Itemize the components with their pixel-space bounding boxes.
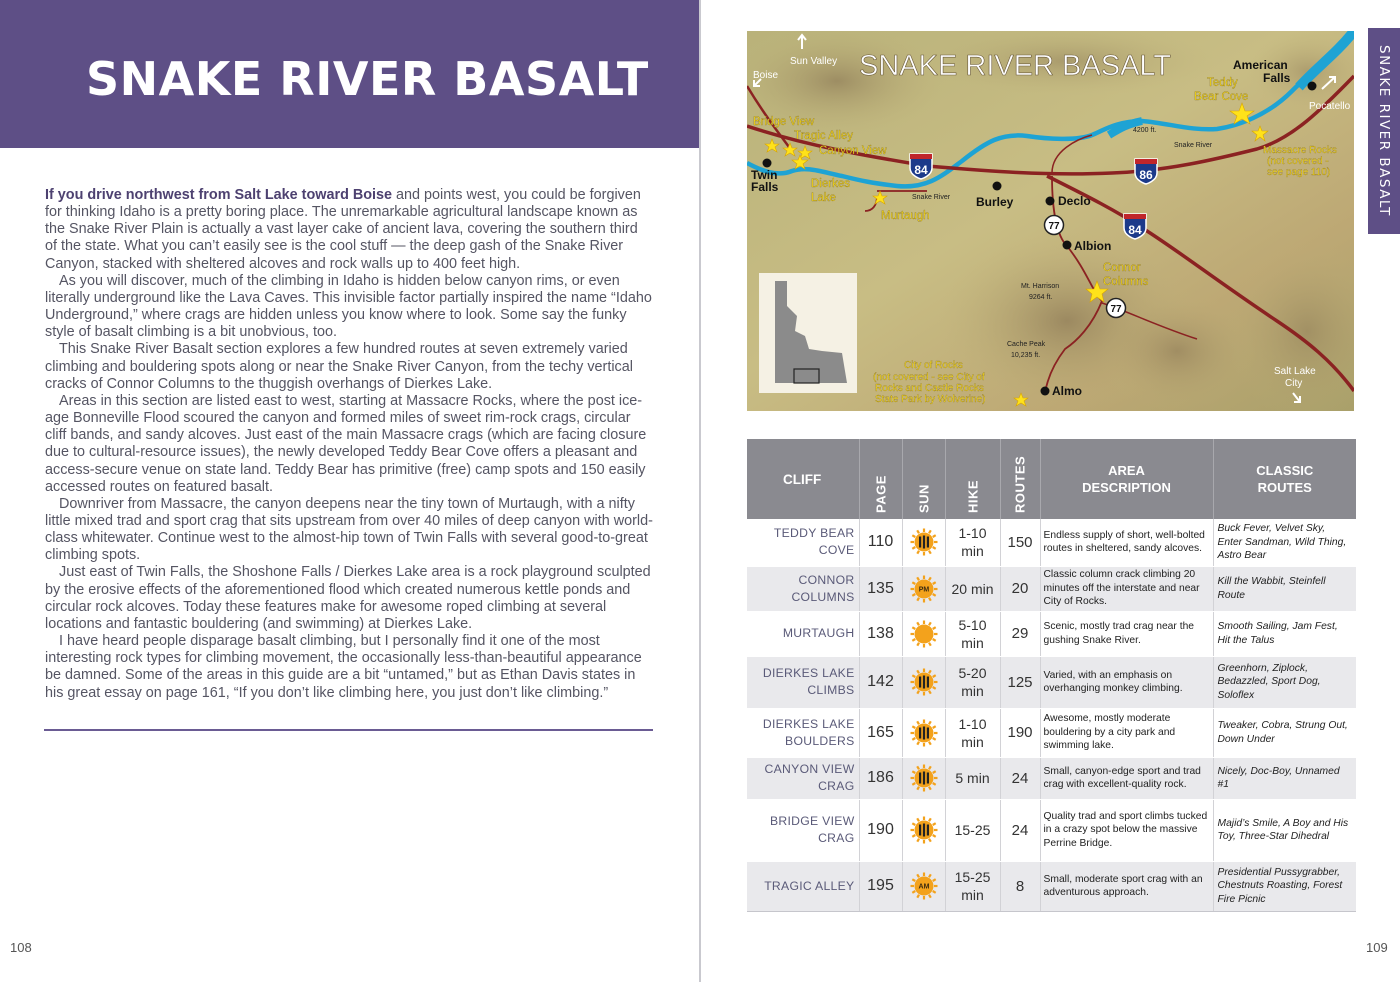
cell-sun	[902, 566, 945, 611]
cell-page: 190	[859, 799, 902, 861]
paragraph: Just east of Twin Falls, the Shoshone Falls / Dierkes Lake area is a rock playground sculpted by the erosive effects of the aforementioned flood which created numerous kettle ponds and circular rock alcoves. Today these features make for awesome roped climbing at several locations and fantastic bouldering (and swimming) at Dierkes Lake.	[45, 564, 651, 632]
twin-falls-dot	[763, 159, 772, 168]
burley-dot	[993, 182, 1002, 191]
cell-classic-routes: Greenhorn, Ziplock, Bedazzled, Sport Dog, Soloflex	[1213, 656, 1356, 708]
cell-page: 165	[859, 708, 902, 757]
paragraph: This Snake River Basalt section explores a few hundred routes at seven extremely varied climbing and bouldering spots along or near the Snake River Canyon, from the techy vertical cracks of Connor Columns to the thuggish overhangs of Dierkes Lake.	[45, 341, 633, 392]
cell-classic-routes: Buck Fever, Velvet Sky, Enter Sandman, Wild Thing, Astro Bear	[1213, 519, 1356, 566]
cell-hike: 1-10 min	[945, 519, 1000, 566]
full-sun-icon	[910, 620, 938, 648]
cell-cliff: BRIDGE VIEW CRAG	[747, 799, 859, 861]
pocatello-label: Pocatello	[1309, 101, 1351, 112]
mountain-label: 9264 ft.	[1029, 294, 1053, 301]
i84-shield-west	[910, 154, 932, 179]
page-number-right: 109	[1366, 940, 1388, 955]
table-row	[747, 708, 1356, 757]
region-map	[747, 31, 1354, 411]
american-falls-label: American	[1233, 58, 1288, 72]
table-row	[747, 566, 1356, 611]
table-row	[747, 656, 1356, 708]
cell-area-description: Awesome, mostly moderate bouldering by a city park and swimming lake.	[1040, 708, 1213, 757]
header-hike: HIKE	[945, 439, 1000, 519]
paragraph	[45, 187, 653, 273]
mountain-label: Mt. Harrison	[1021, 283, 1060, 290]
table-row	[747, 519, 1356, 566]
page-title: SNAKE RIVER BASALT	[86, 52, 649, 106]
lead-in: If you drive northwest from Salt Lake toward Boise	[45, 187, 393, 203]
almo-dot	[1041, 387, 1050, 396]
teddy-bear-label: Teddy	[1207, 77, 1238, 89]
body-text	[45, 187, 653, 702]
paragraph: As you will discover, much of the climbing in Idaho is hidden below canyon rims, or even literally underground like the Lava Caves. This invisible factor partially inspired the name “Idaho Underground,” where crags are hidden unless you know where to look. Some say the funky style of basalt climbing is a bit unobvious, too.	[45, 272, 652, 341]
cell-page: 142	[859, 656, 902, 708]
cell-sun	[902, 708, 945, 757]
salt-lake-label: City	[1285, 378, 1303, 389]
connor-columns-label: Connor	[1103, 262, 1141, 274]
burley-label: Burley	[976, 195, 1014, 209]
cell-hike: 15-25	[945, 799, 1000, 861]
i84-shield-south	[1124, 214, 1146, 239]
massacre-rocks-label: (not covered -	[1267, 156, 1329, 167]
svg-text:84: 84	[914, 163, 928, 177]
header-area-description: AREA DESCRIPTION	[1040, 439, 1213, 519]
cell-routes: 8	[1000, 861, 1040, 911]
header-page: PAGE	[859, 439, 902, 519]
svg-text:77: 77	[1048, 221, 1060, 232]
cell-cliff: DIERKES LAKE BOULDERS	[747, 708, 859, 757]
table-row	[747, 799, 1356, 861]
cell-hike: 5 min	[945, 757, 1000, 799]
cell-routes: 24	[1000, 799, 1040, 861]
table-row	[747, 757, 1356, 799]
dierkes-lake-label: Lake	[811, 192, 836, 204]
cell-routes: 125	[1000, 656, 1040, 708]
cell-classic-routes: Majid’s Smile, A Boy and His Toy, Three-Star Dihedral	[1213, 799, 1356, 861]
cell-cliff: TRAGIC ALLEY	[747, 861, 859, 911]
paragraph: I have heard people disparage basalt climbing, but I personally find it one of the most interesting rock types for climbing movement, the occasionally less-than-beautiful appearance be damned. Some of the areas in this guide are a bit “untamed,” but as Ethan Davis states in his great essay on page 161, “If you don’t like climbing here, you just don’t like climbing.”	[45, 633, 642, 701]
table-header-row	[747, 439, 1356, 519]
elevation-label: 4200 ft.	[1133, 127, 1157, 134]
divider-rule	[44, 729, 653, 731]
paragraph: Areas in this section are listed east to west, starting at Massacre Rocks, where the post ice-age Bonneville Flood scoured the canyon and formed miles of sweet rim-rock crags, circular cliff bands, and sandy alcoves. Just east of the main Massacre crags (which are facing closure due to cultural-resource issues), the newly developed Teddy Bear Cove offers a pleasant and access-secure venue on state land. Teddy Bear has primitive (free) camp spots and 150 easily accessed routes on featured basalt.	[45, 392, 647, 495]
cell-classic-routes: Kill the Wabbit, Steinfell Route	[1213, 566, 1356, 611]
cell-classic-routes: Smooth Sailing, Jam Fest, Hit the Talus	[1213, 611, 1356, 656]
twin-falls-label: Falls	[751, 180, 779, 194]
cell-sun	[902, 611, 945, 656]
paragraph-text: and points west, you could be forgiven for thinking Idaho is a pretty boring place. The unremarkable agricultural landscape known as the Snake River Plain is actually a vast layer cake of ancient lava, covering the southern third of the state. What you can’t easily see is the cool stuff — the deep gash of the Snake River Canyon, stacked with sheltered alcoves and rock walls up to 400 feet high.	[45, 187, 641, 272]
city-of-rocks-label: State Park by Wolverine)	[875, 394, 986, 405]
header-sun: SUN	[902, 439, 945, 519]
cell-page: 138	[859, 611, 902, 656]
declo-label: Declo	[1058, 194, 1091, 208]
cell-area-description: Endless supply of short, well-bolted routes in sheltered, sandy alcoves.	[1040, 519, 1213, 566]
map-title: SNAKE RIVER BASALT	[859, 50, 1172, 82]
map-svg	[747, 31, 1354, 411]
pm-icon	[910, 575, 938, 603]
cell-routes: 24	[1000, 757, 1040, 799]
table-body	[747, 519, 1356, 911]
american-falls-label: Falls	[1263, 71, 1291, 85]
mountain-label: 10,235 ft.	[1011, 352, 1041, 359]
cell-routes: 20	[1000, 566, 1040, 611]
route-77-shield	[1107, 299, 1126, 318]
cell-area-description: Small, moderate sport crag with an adventurous approach.	[1040, 861, 1213, 911]
header-classic-routes: CLASSIC ROUTES	[1213, 439, 1356, 519]
header-routes: ROUTES	[1000, 439, 1040, 519]
areas-table	[747, 439, 1356, 912]
cell-area-description: Classic column crack climbing 20 minutes off the interstate and near City of Rocks.	[1040, 566, 1213, 611]
albion-label: Albion	[1074, 239, 1112, 253]
cell-area-description: Small, canyon-edge sport and trad crag with excellent-quality rock.	[1040, 757, 1213, 799]
cell-area-description: Varied, with an emphasis on overhanging monkey climbing.	[1040, 656, 1213, 708]
shade-icon	[910, 816, 938, 844]
cell-page: 186	[859, 757, 902, 799]
cell-sun	[902, 757, 945, 799]
cell-routes: 29	[1000, 611, 1040, 656]
cell-area-description: Scenic, mostly trad crag near the gushing Snake River.	[1040, 611, 1213, 656]
cell-hike: 1-10 min	[945, 708, 1000, 757]
cell-page: 110	[859, 519, 902, 566]
section-tab-label: SNAKE RIVER BASALT	[1376, 45, 1392, 217]
city-of-rocks-label: (not covered - see City of	[873, 372, 985, 383]
cell-classic-routes: Nicely, Doc-Boy, Unnamed #1	[1213, 757, 1356, 799]
cell-page: 135	[859, 566, 902, 611]
cell-cliff: TEDDY BEAR COVE	[747, 519, 859, 566]
cell-area-description: Quality trad and sport climbs tucked in a crazy spot below the massive Perrine Bridge.	[1040, 799, 1213, 861]
cell-classic-routes: Presidential Pussygrabber, Chestnuts Roasting, Forest Fire Picnic	[1213, 861, 1356, 911]
city-of-rocks-label: Rocks and Castle Rocks	[875, 383, 984, 394]
shade-icon	[910, 668, 938, 696]
murtaugh-label: Murtaugh	[881, 210, 930, 222]
cell-sun	[902, 656, 945, 708]
bridge-view-label: Bridge View	[753, 116, 815, 128]
salt-lake-label: Salt Lake	[1274, 366, 1316, 377]
svg-text:86: 86	[1139, 168, 1153, 182]
almo-label: Almo	[1052, 384, 1082, 398]
shade-icon	[910, 528, 938, 556]
cell-hike: 20 min	[945, 566, 1000, 611]
cell-sun	[902, 861, 945, 911]
sun-label: PM	[918, 586, 929, 593]
boise-label: Boise	[753, 70, 779, 81]
river-label: Snake River	[1174, 142, 1213, 149]
svg-text:84: 84	[1128, 223, 1142, 237]
massacre-rocks-label: Massacre Rocks	[1263, 145, 1337, 156]
table-bottom-rule	[747, 911, 1356, 912]
i86-shield	[1135, 159, 1157, 184]
cell-sun	[902, 799, 945, 861]
city-of-rocks-label: City of Rocks	[904, 360, 963, 371]
table-row	[747, 861, 1356, 911]
cell-cliff: MURTAUGH	[747, 611, 859, 656]
connor-columns-label: Columns	[1103, 276, 1149, 288]
sun-label: AM	[918, 883, 929, 891]
cell-routes: 190	[1000, 708, 1040, 757]
am-icon	[910, 872, 938, 900]
canyon-view-label: Canyon View	[819, 145, 887, 157]
american-falls-dot	[1308, 82, 1317, 91]
teddy-bear-label: Bear Cove	[1194, 91, 1249, 103]
tragic-alley-label: Tragic Alley	[794, 130, 854, 142]
shade-icon	[910, 764, 938, 792]
table-row	[747, 611, 1356, 656]
twin-falls-label: Twin	[751, 168, 778, 182]
book-gutter	[699, 0, 701, 982]
cell-cliff: CONNOR COLUMNS	[747, 566, 859, 611]
massacre-rocks-label: see page 110)	[1267, 167, 1331, 178]
cell-page: 195	[859, 861, 902, 911]
cell-hike: 5-10 min	[945, 611, 1000, 656]
cell-sun	[902, 519, 945, 566]
sun-valley-label: Sun Valley	[790, 56, 838, 67]
cell-hike: 5-20 min	[945, 656, 1000, 708]
svg-text:77: 77	[1110, 304, 1122, 315]
cell-classic-routes: Tweaker, Cobra, Strung Out, Down Under	[1213, 708, 1356, 757]
cell-cliff: DIERKES LAKE CLIMBS	[747, 656, 859, 708]
cell-routes: 150	[1000, 519, 1040, 566]
cell-cliff: CANYON VIEW CRAG	[747, 757, 859, 799]
declo-dot	[1046, 197, 1055, 206]
dierkes-lake-label: Dierkes	[811, 178, 850, 190]
mountain-label: Cache Peak	[1007, 341, 1046, 348]
paragraph: Downriver from Massacre, the canyon deepens near the tiny town of Murtaugh, with a nifty little mixed trad and sport crag that sits upstream from over 40 miles of deep canyon with world-class whitewater. Continue west to the almost-hip town of Twin Falls with several good-to-great climbing spots.	[45, 495, 653, 564]
header-cliff: CLIFF	[747, 439, 859, 519]
page-number-left: 108	[10, 940, 32, 955]
river-label: Snake River	[912, 194, 951, 201]
shade-icon	[910, 719, 938, 747]
route-77-shield	[1045, 216, 1064, 235]
albion-dot	[1063, 241, 1072, 250]
cell-hike: 15-25 min	[945, 861, 1000, 911]
